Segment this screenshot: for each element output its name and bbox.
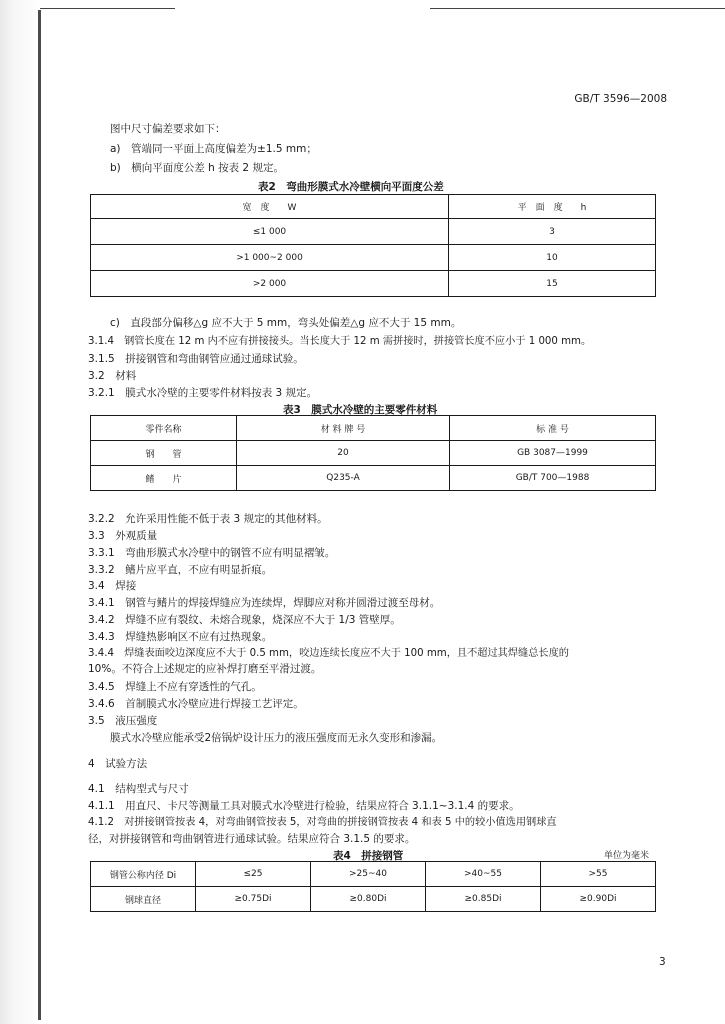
table4-cell: ≥0.90Di bbox=[541, 887, 656, 912]
table4-cell: >25~40 bbox=[311, 862, 426, 887]
standard-code: GB/T 3596—2008 bbox=[574, 93, 667, 105]
para-4-1-2-line1: 4.1.2 对拼接钢管按表 4，对弯曲钢管按表 5，对弯曲的拼接钢管按表 4 和表 5 中的较小值选用钢球直 bbox=[88, 817, 557, 828]
table2-cell: 10 bbox=[449, 245, 656, 271]
scan-edge-shading bbox=[0, 0, 40, 1024]
table2-cell: ≤1 000 bbox=[91, 219, 449, 245]
heading-4-1: 4.1 结构型式与尺寸 bbox=[88, 783, 189, 795]
table2-caption: 表2 弯曲形膜式水冷壁横向平面度公差 bbox=[258, 181, 444, 193]
heading-3-5: 3.5 液压强度 bbox=[88, 715, 158, 727]
intro-lead: 图中尺寸偏差要求如下： bbox=[110, 123, 226, 135]
table3-header: 零件名称 bbox=[91, 416, 237, 441]
table3-caption: 表3 膜式水冷壁的主要零件材料 bbox=[283, 404, 438, 416]
page-number: 3 bbox=[659, 956, 666, 968]
para-3-4-5: 3.4.5 焊缝上不应有穿透性的气孔。 bbox=[88, 681, 262, 693]
table2-cell: 3 bbox=[449, 219, 656, 245]
table4-cell: ≥0.80Di bbox=[311, 887, 426, 912]
table4-cell: ≥0.85Di bbox=[426, 887, 541, 912]
table4-cell: ≤25 bbox=[196, 862, 311, 887]
table3-cell: 鳍 片 bbox=[91, 466, 237, 491]
table3-cell: Q235-A bbox=[237, 466, 450, 491]
para-3-4-6: 3.4.6 首制膜式水冷壁应进行焊接工艺评定。 bbox=[88, 698, 304, 710]
table3-header: 标 准 号 bbox=[450, 416, 656, 441]
heading-3-2: 3.2 材料 bbox=[88, 370, 137, 382]
heading-3-4: 3.4 焊接 bbox=[88, 580, 137, 592]
item-c: c) 直段部分偏移△g 应不大于 5 mm，弯头处偏差△g 应不大于 15 mm。 bbox=[110, 317, 462, 329]
para-3-2-2: 3.2.2 允许采用性能不低于表 3 规定的其他材料。 bbox=[88, 513, 328, 525]
intro-item-b: b) 横向平面度公差 h 按表 2 规定。 bbox=[110, 162, 284, 174]
table4-cell: ≥0.75Di bbox=[196, 887, 311, 912]
para-3-4-3: 3.4.3 焊缝热影响区不应有过热现象。 bbox=[88, 631, 273, 643]
scan-binding-line bbox=[38, 10, 41, 1020]
scan-top-rule-right bbox=[430, 8, 725, 9]
para-4-1-1: 4.1.1 用直尺、卡尺等测量工具对膜式水冷壁进行检验，结果应符合 3.1.1~3.1.4 的要求。 bbox=[88, 800, 520, 812]
para-3-4-1: 3.4.1 钢管与鳍片的焊接焊缝应为连续焊，焊脚应对称并圆滑过渡至母材。 bbox=[88, 597, 441, 609]
table3-cell: GB 3087—1999 bbox=[450, 441, 656, 466]
para-3-1-4: 3.1.4 钢管长度在 12 m 内不应有拼接接头。当长度大于 12 m 需拼接时，拼接管长度不应小于 1 000 mm。 bbox=[88, 336, 592, 347]
table2-header-flatness: 平 面 度 h bbox=[449, 195, 656, 219]
para-3-4-4-line2: 10%。不符合上述规定的应补焊打磨至平滑过渡。 bbox=[88, 663, 322, 675]
table3-cell: 20 bbox=[237, 441, 450, 466]
table3-cell: GB/T 700—1988 bbox=[450, 466, 656, 491]
para-3-2-1: 3.2.1 膜式水冷壁的主要零件材料按表 3 规定。 bbox=[88, 387, 318, 399]
intro-item-a: a) 管端同一平面上高度偏差为±1.5 mm； bbox=[110, 143, 317, 155]
para-3-3-1: 3.3.1 弯曲形膜式水冷壁中的钢管不应有明显褶皱。 bbox=[88, 547, 336, 559]
table4-row-label: 钢管公称内径 Di bbox=[91, 862, 196, 887]
table2-cell: >1 000~2 000 bbox=[91, 245, 449, 271]
table4-cell: >40~55 bbox=[426, 862, 541, 887]
para-3-4-2: 3.4.2 焊缝不应有裂纹、未熔合现象，烧深应不大于 1/3 管壁厚。 bbox=[88, 614, 401, 626]
table4 bbox=[90, 861, 656, 912]
table3-cell: 钢 管 bbox=[91, 441, 237, 466]
table3-header: 材 料 牌 号 bbox=[237, 416, 450, 441]
heading-4: 4 试验方法 bbox=[88, 758, 148, 770]
table3 bbox=[90, 415, 656, 491]
table2-cell: 15 bbox=[449, 271, 656, 297]
para-3-1-5: 3.1.5 拼接钢管和弯曲钢管应通过通球试验。 bbox=[88, 353, 304, 365]
table4-cell: >55 bbox=[541, 862, 656, 887]
para-3-4-4-line1: 3.4.4 焊缝表面咬边深度应不大于 0.5 mm，咬边连续长度应不大于 100 mm，且不超过其焊缝总长度的 bbox=[88, 648, 569, 659]
para-3-5: 膜式水冷壁应能承受2倍锅炉设计压力的液压强度而无永久变形和渗漏。 bbox=[110, 732, 443, 744]
table2-header-width: 宽 度 W bbox=[91, 195, 449, 219]
para-3-3-2: 3.3.2 鳍片应平直，不应有明显折痕。 bbox=[88, 564, 273, 576]
table4-row-label: 钢球直径 bbox=[91, 887, 196, 912]
para-4-1-2-line2: 径，对拼接钢管和弯曲钢管进行通球试验。结果应符合 3.1.5 的要求。 bbox=[88, 833, 416, 845]
table2 bbox=[90, 194, 656, 297]
table4-unit: 单位为毫米 bbox=[604, 851, 650, 861]
scan-top-rule-left bbox=[40, 8, 175, 9]
heading-3-3: 3.3 外观质量 bbox=[88, 530, 158, 542]
table2-cell: >2 000 bbox=[91, 271, 449, 297]
table4-caption: 表4 拼接钢管 bbox=[333, 850, 404, 862]
